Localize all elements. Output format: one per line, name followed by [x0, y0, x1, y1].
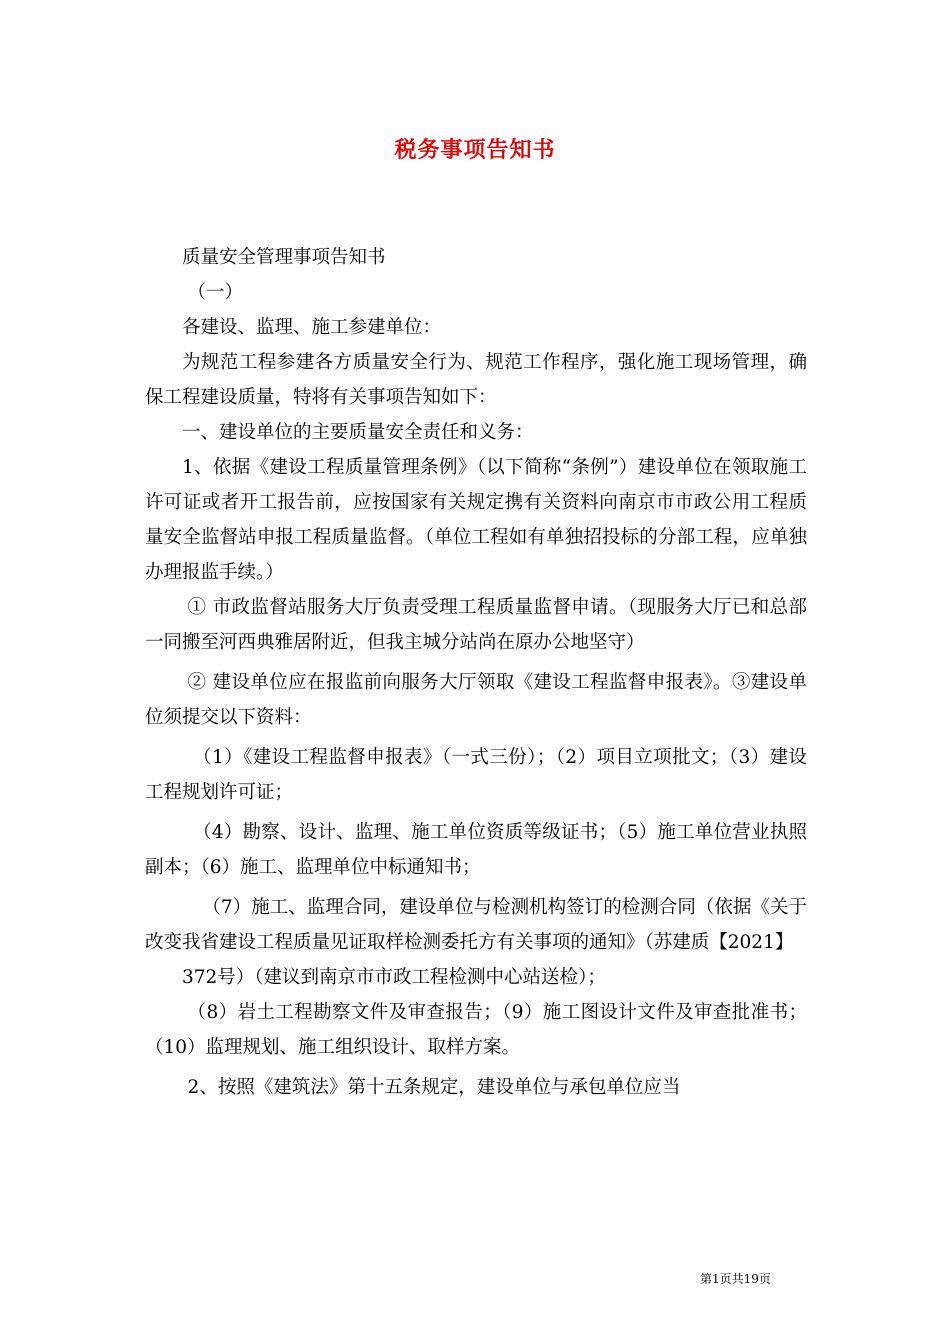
page-number: 第1页共19页 [700, 1272, 771, 1286]
paragraph-circle-2: ② 建设单位应在报监前向服务大厅领取《建设工程监督申报表》。③建设单位须提交以下资料： [145, 672, 807, 728]
paragraph-item-1: 1、依据《建设工程质量管理条例》（以下简称“条例”）建设单位在领取施工许可证或者开工报告前，应按国家有关规定携有关资料向南京市市政公用工程质量安全监督站申报工程质量监督。（单位工程如有单独招投标的分部工程，应单独办理报监手续。） [145, 457, 807, 583]
document-body [145, 240, 807, 1105]
paragraph-materials-2: （4）勘察、设计、监理、施工单位资质等级证书；（5）施工单位营业执照副本；（6）施工、监理单位中标通知书； [145, 822, 807, 878]
document-title: 税务事项告知书 [394, 137, 556, 163]
paragraph-heading-1: 一、建设单位的主要质量安全责任和义务： [182, 422, 534, 443]
paragraph-materials-4: （8）岩土工程勘察文件及审查报告；（9）施工图设计文件及审查批准书；（10）监理规划、施工组织设计、取样方案。 [145, 1002, 807, 1058]
paragraph-materials-1: （1）《建设工程监督申报表》（一式三份）；（2）项目立项批文；（3）建设工程规划许可证； [145, 747, 807, 803]
paragraph-circle-1: ① 市政监督站服务大厅负责受理工程质量监督申请。（现服务大厅已和总部一同搬至河西典雅居附近，但我主城分站尚在原办公地坚守） [145, 597, 807, 653]
paragraph-materials-3: （7）施工、监理合同，建设单位与检测机构签订的检测合同（依据《关于改变我省建设工程质量见证取样检测委托方有关事项的通知》（苏建质【2021】 [145, 897, 807, 953]
paragraph-materials-3-cont: 372号）（建议到南京市市政工程检测中心站送检）； [182, 967, 606, 988]
paragraph-subtitle: 质量安全管理事项告知书 [182, 247, 386, 268]
paragraph-addressee: 各建设、监理、施工参建单位： [182, 317, 442, 338]
paragraph-section-number: （一） [187, 282, 244, 303]
paragraph-item-2: 2、按照《建筑法》第十五条规定，建设单位与承包单位应当 [187, 1077, 681, 1098]
paragraph-intro: 为规范工程参建各方质量安全行为、规范工作程序，强化施工现场管理，确保工程建设质量，特将有关事项告知如下： [145, 352, 807, 408]
